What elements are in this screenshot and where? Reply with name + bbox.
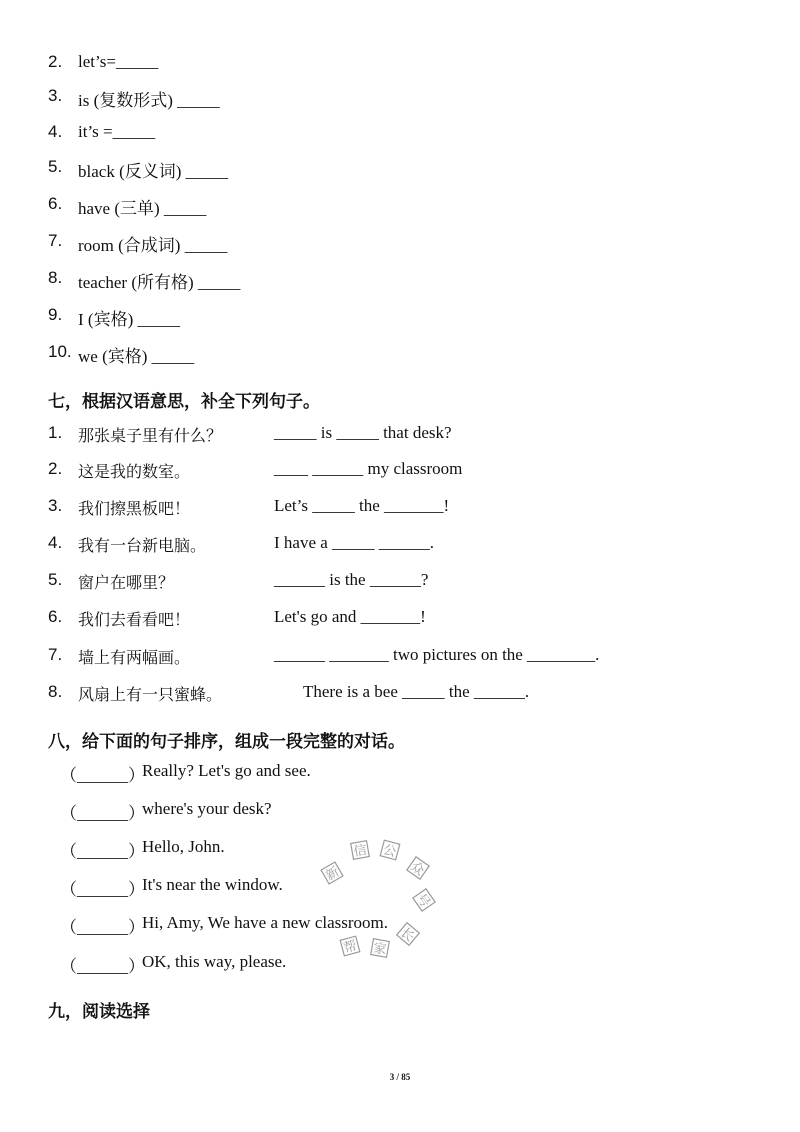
seal-char: 信 — [352, 842, 368, 860]
section7-heading: 七，根据汉语意思，补全下列句子。 — [48, 392, 320, 412]
seal-char: 新 — [323, 864, 343, 885]
section8-heading: 八，给下面的句子排序，组成一段完整的对话。 — [48, 732, 405, 752]
seal-char: 众 — [407, 859, 427, 880]
seal-char: 长 — [397, 925, 417, 946]
seal-char: 家 — [372, 940, 388, 958]
seal-char: 帮 — [342, 938, 359, 957]
page-number: 3 / 85 — [389, 1072, 411, 1082]
section9-heading: 九，阅读选择 — [48, 1002, 150, 1022]
seal-char: 公 — [381, 842, 398, 861]
seal-char: 号 — [412, 891, 433, 911]
watermark-seal-icon — [302, 820, 442, 970]
